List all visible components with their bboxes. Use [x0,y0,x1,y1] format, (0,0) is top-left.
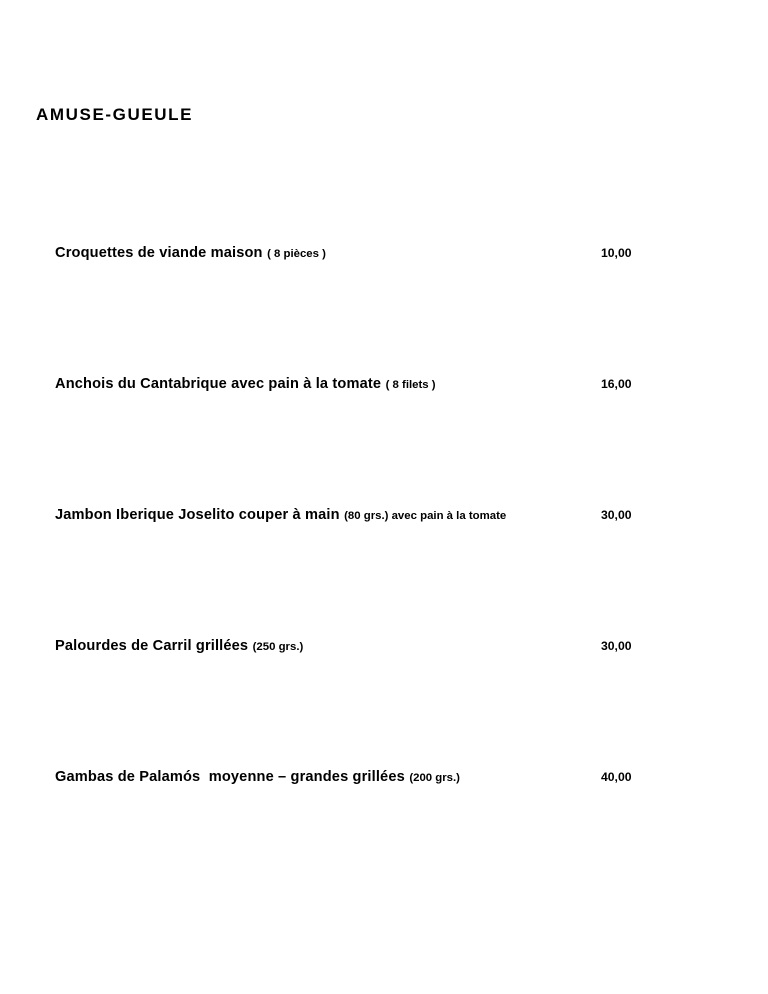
item-name: Gambas de Palamós moyenne – grandes grillées [55,769,405,785]
menu-item-palourdes [55,635,655,657]
menu-item-anchois [55,373,655,395]
item-text [55,766,460,789]
item-text [55,373,436,396]
item-note: (250 grs.) [252,641,304,653]
item-price: 30,00 [601,508,632,522]
item-price: 40,00 [601,770,632,784]
item-text [55,242,326,265]
item-name: Jambon Iberique Joselito couper à main [55,507,340,523]
item-name: Croquettes de viande maison [55,245,263,261]
section-title: AMUSE-GUEULE [36,105,194,124]
item-note: (80 grs.) avec pain à la tomate [344,510,507,522]
item-price: 10,00 [601,246,632,260]
item-note: (200 grs.) [409,772,460,784]
item-text [55,635,303,658]
menu-item-croquettes [55,242,655,264]
item-note: ( 8 filets ) [385,379,436,391]
item-note: ( 8 pièces ) [267,248,326,260]
item-name: Anchois du Cantabrique avec pain à la tomate [55,376,382,392]
item-text [55,504,506,527]
item-name: Palourdes de Carril grillées [55,638,249,654]
menu-item-jambon [55,504,655,526]
item-price: 16,00 [601,377,632,391]
item-price: 30,00 [601,639,632,653]
menu-item-gambas [55,766,655,788]
